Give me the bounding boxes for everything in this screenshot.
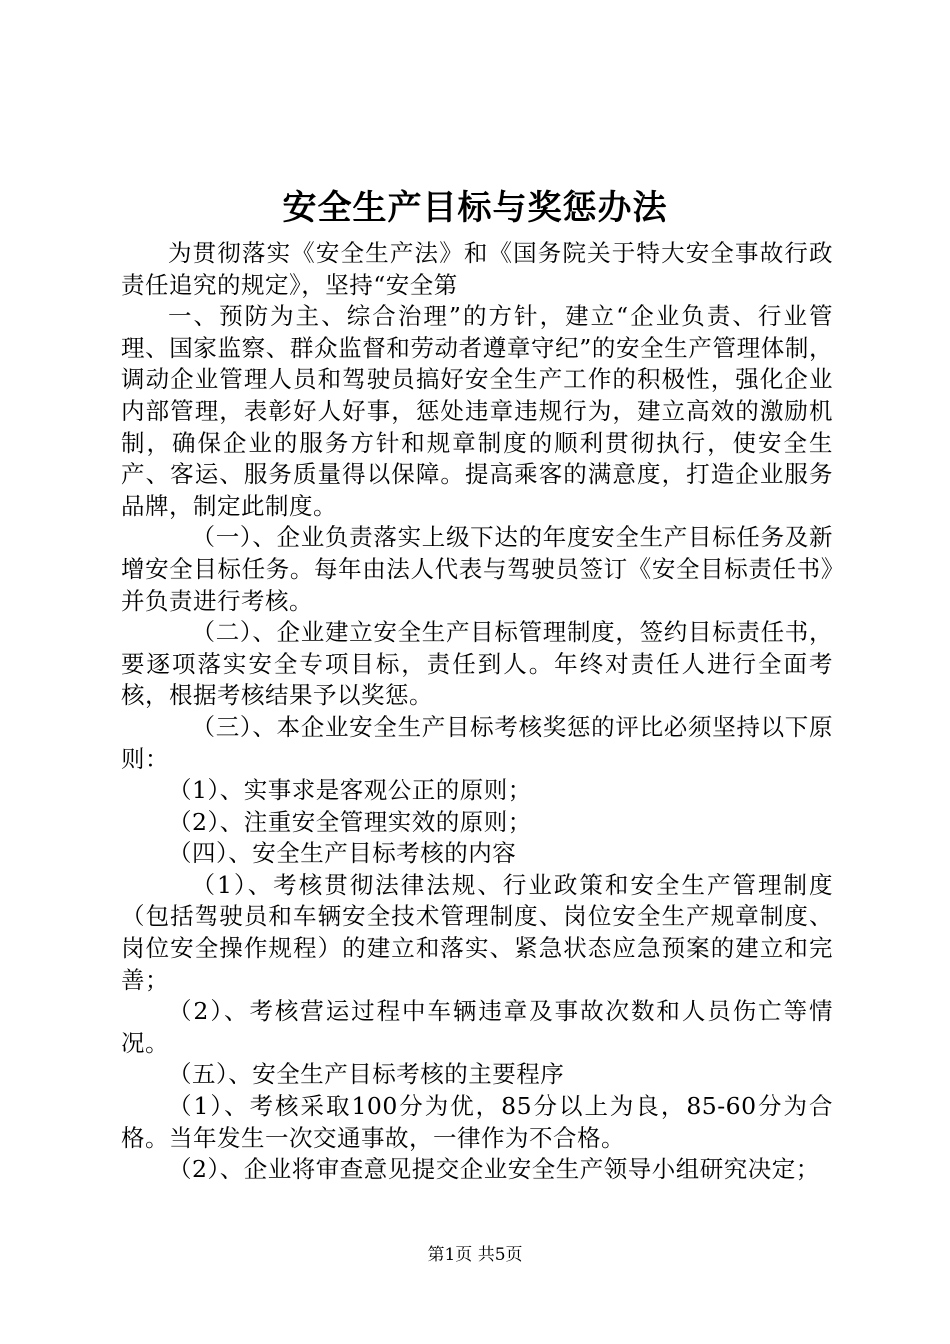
- paragraph: （三）、本企业安全生产目标考核奖惩的评比必须坚持以下原则：: [121, 712, 833, 773]
- paragraph: （1）、实事求是客观公正的原则；: [168, 776, 532, 805]
- paragraph: （二）、企业建立安全生产目标管理制度，签约目标责任书，要逐项落实安全专项目标，责任到人。年终对责任人进行全面考核，根据考核结果予以奖惩。: [121, 618, 833, 710]
- paragraph: （2）、考核营运过程中车辆违章及事故次数和人员伤亡等情况。: [121, 997, 833, 1057]
- paragraph: （一）、企业负责落实上级下达的年度安全生产目标任务及新增安全目标任务。每年由法人代表与驾驶员签订《安全目标责任书》并负责进行考核。: [121, 523, 833, 615]
- paragraph: （2）、企业将审查意见提交企业安全生产领导小组研究决定；: [168, 1155, 820, 1184]
- page-number-footer: 第1页 共5页: [427, 1245, 523, 1265]
- document-body: [121, 238, 833, 1186]
- paragraph: 一、预防为主、综合治理”的方针，建立“企业负责、行业管理、国家监察、群众监督和劳动者遵章守纪”的安全生产管理体制，调动企业管理人员和驾驶员搞好安全生产工作的积极性，强化企业内部管理，表彰好人好事，惩处违章违规行为，建立高效的激励机制，确保企业的服务方针和规章制度的顺利贯彻执行，使安全生产、客运、服务质量得以保障。提高乘客的满意度，打造企业服务品牌，制定此制度。: [121, 302, 833, 520]
- paragraph: （五）、安全生产目标考核的主要程序: [168, 1060, 565, 1089]
- paragraph: （2）、注重安全管理实效的原则；: [168, 807, 532, 836]
- paragraph: （1）、考核采取100分为优，85分以上为良，85-60分为合格。当年发生一次交通事故，一律作为不合格。: [121, 1092, 833, 1152]
- paragraph: （四）、安全生产目标考核的内容: [168, 839, 517, 868]
- paragraph: （1）、考核贯彻法律法规、行业政策和安全生产管理制度（包括驾驶员和车辆安全技术管理制度、岗位安全生产规章制度、岗位安全操作规程）的建立和落实、紧急状态应急预案的建立和完善；: [121, 870, 833, 994]
- paragraph: 为贯彻落实《安全生产法》和《国务院关于特大安全事故行政责任追究的规定》，坚持“安全第: [121, 239, 833, 299]
- document-title: 安全生产目标与奖惩办法: [282, 188, 668, 228]
